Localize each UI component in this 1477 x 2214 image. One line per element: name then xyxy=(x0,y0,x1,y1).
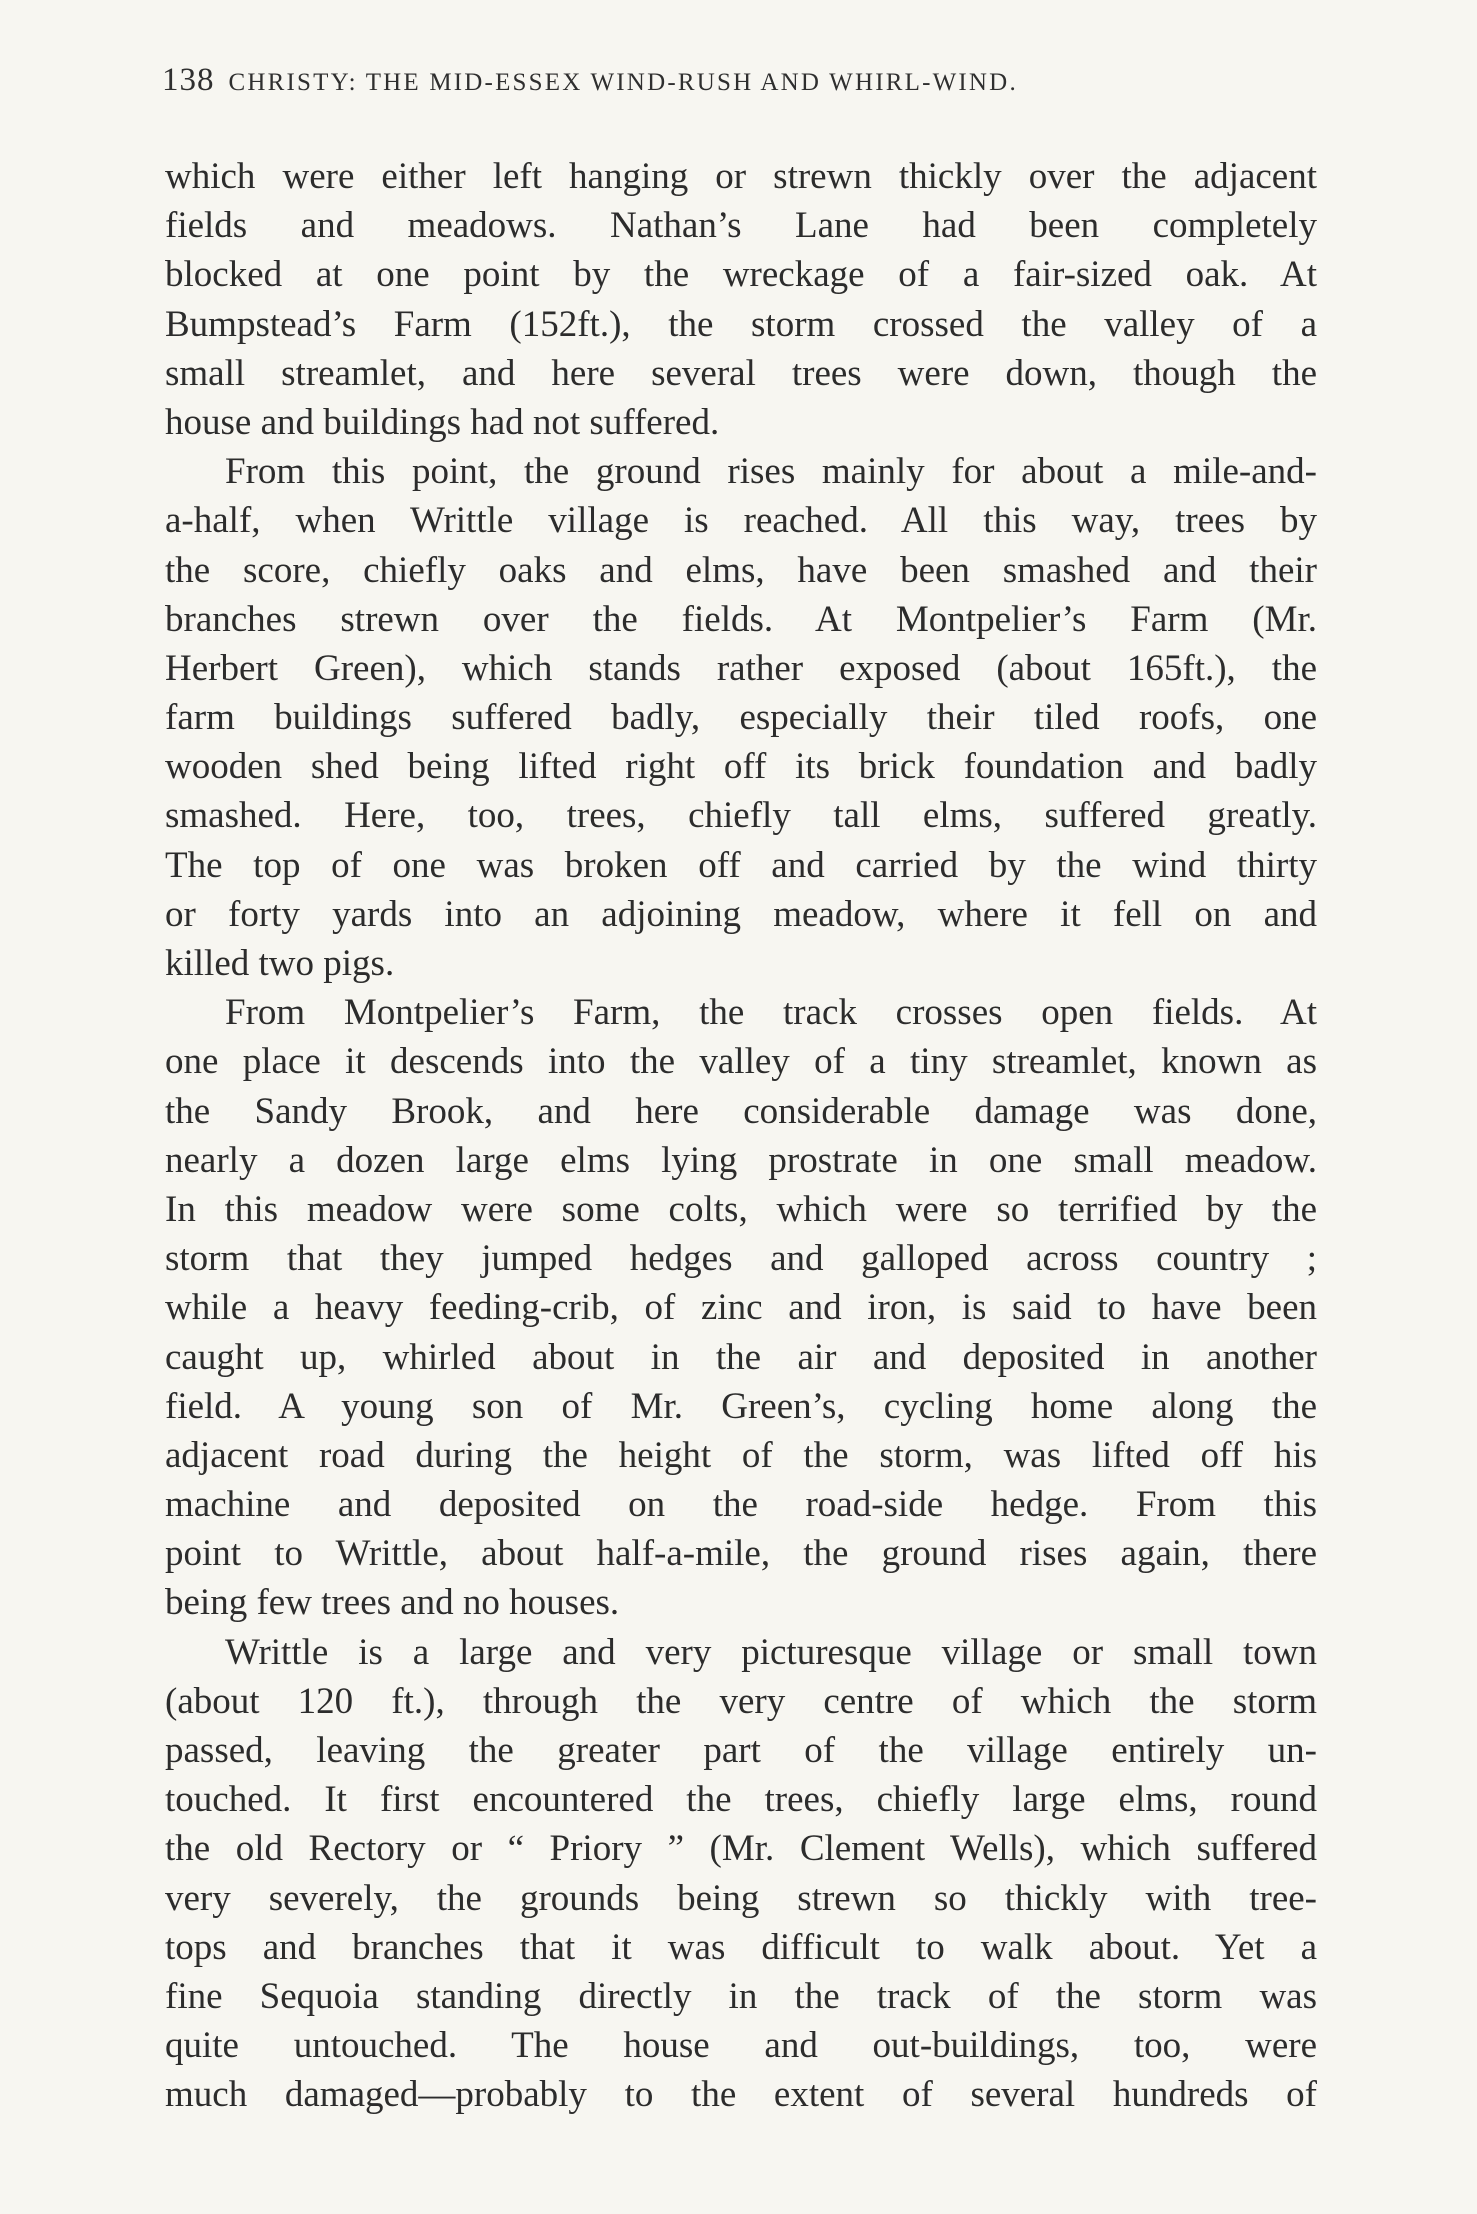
text-line: storm that they jumped hedges and galloped across country ; xyxy=(165,1238,1317,1280)
text-line: Writtle is a large and very picturesque village or small town xyxy=(225,1631,1317,1673)
text-line: In this meadow were some colts, which were so terrified by the xyxy=(165,1188,1317,1230)
text-line: quite untouched. The house and out-buildings, too, were xyxy=(165,2025,1317,2067)
text-line: touched. It first encountered the trees, chiefly large elms, round xyxy=(165,1779,1317,1821)
text-line: machine and deposited on the road-side hedge. From this xyxy=(165,1484,1317,1526)
text-line: farm buildings suffered badly, especially their tiled roofs, one xyxy=(165,697,1317,739)
text-line: which were either left hanging or strewn thickly over the adjacent xyxy=(165,156,1317,197)
text-line: field. A young son of Mr. Green’s, cycling home along the xyxy=(165,1385,1317,1427)
text-line: house and buildings had not suffered. xyxy=(165,401,720,443)
text-line: fine Sequoia standing directly in the track of the storm was xyxy=(165,1975,1317,2017)
text-line: caught up, whirled about in the air and deposited in another xyxy=(165,1336,1317,1378)
text-line: nearly a dozen large elms lying prostrate in one small meadow. xyxy=(165,1139,1317,1181)
text-line: blocked at one point by the wreckage of a fair-sized oak. At xyxy=(165,254,1317,296)
text-line: (about 120 ft.), through the very centre of which the storm xyxy=(165,1680,1317,1722)
text-line: the score, chiefly oaks and elms, have been smashed and their xyxy=(165,549,1317,591)
text-line: From this point, the ground rises mainly for about a mile-and- xyxy=(225,451,1317,493)
text-line: wooden shed being lifted right off its brick foundation and badly xyxy=(165,746,1317,788)
running-title: CHRISTY: THE MID-ESSEX WIND-RUSH AND WHIRL-WIND. xyxy=(228,69,1018,96)
text-line: The top of one was broken off and carried by the wind thirty xyxy=(165,844,1317,886)
text-line: one place it descends into the valley of a tiny streamlet, known as xyxy=(165,1041,1317,1083)
text-line: fields and meadows. Nathan’s Lane had been completely xyxy=(165,205,1317,247)
text-line: small streamlet, and here several trees were down, though the xyxy=(165,352,1317,394)
text-line: From Montpelier’s Farm, the track crosses open fields. At xyxy=(225,992,1317,1034)
text-line: being few trees and no houses. xyxy=(165,1582,620,1624)
text-line: tops and branches that it was difficult to walk about. Yet a xyxy=(165,1926,1317,1968)
text-line: the old Rectory or “ Priory ” (Mr. Clement Wells), which suffered xyxy=(165,1828,1317,1870)
text-line: Bumpstead’s Farm (152ft.), the storm crossed the valley of a xyxy=(165,303,1317,345)
text-line: Herbert Green), which stands rather exposed (about 165ft.), the xyxy=(165,647,1317,689)
text-line: branches strewn over the fields. At Montpelier’s Farm (Mr. xyxy=(165,598,1317,640)
text-line: the Sandy Brook, and here considerable damage was done, xyxy=(165,1090,1317,1132)
text-line: passed, leaving the greater part of the village entirely un- xyxy=(165,1730,1317,1771)
text-line: smashed. Here, too, trees, chiefly tall elms, suffered greatly. xyxy=(165,795,1317,837)
text-line: very severely, the grounds being strewn so thickly with tree- xyxy=(165,1877,1317,1919)
page-number: 138 xyxy=(162,62,215,98)
text-line: or forty yards into an adjoining meadow, where it fell on and xyxy=(165,893,1317,935)
text-line: while a heavy feeding-crib, of zinc and iron, is said to have been xyxy=(165,1287,1317,1329)
text-line: killed two pigs. xyxy=(165,943,395,984)
running-head xyxy=(162,62,1312,99)
text-line: adjacent road during the height of the storm, was lifted off his xyxy=(165,1434,1317,1476)
text-line: much damaged—probably to the extent of several hundreds of xyxy=(165,2074,1317,2116)
text-line: point to Writtle, about half-a-mile, the ground rises again, there xyxy=(165,1533,1317,1575)
text-line: a-half, when Writtle village is reached. All this way, trees by xyxy=(165,500,1317,542)
body-text xyxy=(165,152,1317,2120)
